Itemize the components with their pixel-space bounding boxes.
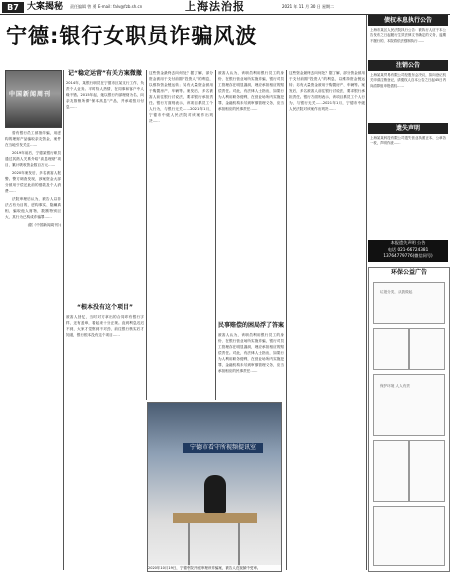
ad-sketch (373, 328, 409, 370)
ad-line: 本报遗失声明 公告 (390, 240, 426, 245)
editor-line: 责任编辑 曾 勇 E-mail: falv@fzb.sh.cn (70, 4, 143, 9)
paragraph: 法院审理后认为，被告人以非法占有为目的，虚构事实、隐瞒真相，骗取他人财物，数额特别巨大，其行为已构成诈骗罪…… (5, 197, 61, 219)
notice-band: 遗失声明 (368, 123, 448, 134)
page-number: B7 (2, 2, 24, 13)
ad-sketch (409, 328, 445, 370)
article-column-4-top: 被害人认为，该职员利用银行员工的身份、在银行营业场所实施诈骗，银行对员工管理存在明显漏洞，理应承担相应的赔偿责任。对此，有法律人士指出，如果行为人利用职务便利，在营业场所内实施犯罪，金融机构未尽到审慎管理义务，应当承担相应的民事责任…… (218, 71, 284, 111)
article-column-1 (5, 130, 61, 570)
ad-line: 电话 021-66724381 (387, 246, 429, 252)
ad-sketch (373, 506, 445, 566)
photo-caption: 2020年10月19日，宁德中院开庭审理该诈骗案，被告人在视频中受审。 (148, 565, 281, 571)
ad-title: 环保公益广告 (390, 269, 427, 276)
main-headline: 宁德:银行女职员诈骗风波 (6, 24, 258, 48)
magazine-cover-title: 中国新闻周刊 (9, 91, 52, 98)
subhead: “根本没有这个项目” (77, 304, 133, 311)
desk (173, 513, 257, 523)
page-header (0, 0, 450, 15)
ad-sketch (373, 440, 409, 502)
rail (188, 523, 190, 571)
ad-line: 13764779776(微信同号) (383, 253, 433, 258)
sketch-text: 垃圾分类，从我做起 (380, 290, 413, 294)
paragraph: 2019年前后，宁德某银行职员通过其熟人关系介绍“高息理财”项目，累计吸收资金数百万元…… (5, 151, 61, 167)
byline: (据《中国新闻周刊》) (27, 223, 61, 227)
column-divider (215, 70, 216, 400)
court-video-photo (147, 402, 282, 572)
defendant-figure (204, 475, 226, 513)
rail (238, 523, 240, 571)
ad-contact-box (368, 240, 448, 262)
notice-band: 债权本息执行公告 (368, 15, 448, 26)
article-column-3: 这些资金最终去向何处？据了解，部分资金被用于支付前期“投资人”的利息，以维持资金链运转；另有大量资金被用于购置房产、车辆等。案发后，多名被害人前往银行讨说法，要求银行承担责任。银行方面则表示，该项目系员工个人行为，与银行无关……2021年1月，宁德市中级人民法院对该案作出判决…… (149, 71, 213, 123)
subhead: 民事赔偿的困局浮了答案 (218, 322, 285, 329)
masthead: 上海法治报 (185, 0, 245, 13)
paragraph: 曾有银行员工被指诈骗，用虚构的理财产品骗取亲友资金，案件在当地引发关注…… (5, 131, 61, 147)
ad-sketch (373, 282, 445, 324)
magazine-cover-photo (5, 70, 62, 128)
section-title: 大案揭秘 (27, 2, 64, 12)
article-column-2-top: 2014年，某银行职员在宁德市区某支行工作，负责个人业务。平时待人热情，在同事和客户中人缘不错。2015年起，她以银行内部理财为名，向亲友推销所谓“保本高息”产品，并承诺按月付息…… (66, 81, 144, 109)
notice-band: 注销公告 (368, 60, 448, 71)
notice-text: 上海某某贸易有限公司经股东会决议，拟向登记机关申请注销登记，请债权人自本公告之日起45日内向清算组申报债权…… (370, 73, 446, 88)
article-column-5: 这些资金最终去向何处？据了解，部分资金被用于支付前期“投资人”的利息，以维持资金链运转；另有大量资金被用于购置房产、车辆等。案发后，多名被害人前往银行讨说法，要求银行承担责任。银行方面则表示，该项目系员工个人行为，与银行无关……2021年1月，宁德市中级人民法院对该案作出判决…… (289, 71, 365, 111)
issue-date: 2021 年 11 月 30 日 星期二 (282, 4, 334, 9)
ad-sketch (373, 374, 445, 436)
photo-banner: 宁德市看守所视频提讯室 (183, 443, 263, 453)
article-column-4-bottom: 被害人认为，该职员利用银行员工的身份、在银行营业场所实施诈骗，银行对员工管理存在明显漏洞，理应承担相应的赔偿责任。对此，有法律人士指出，如果行为人利用职务便利，在营业场所内实施犯罪，金融机构未尽到审慎管理义务，应当承担相应的民事责任…… (218, 333, 284, 373)
environmental-ad (368, 267, 450, 572)
column-divider (366, 15, 367, 570)
article-column-2-bottom: 被害人回忆，当时对方拿出的合同印有银行字样，还有盖章，看起来十分正规。直到利息迟迟不到，大家才觉察到不对劲，前往银行核实后才知道，银行根本没有这个项目…… (66, 315, 144, 337)
column-divider (146, 70, 147, 400)
column-divider (63, 70, 64, 570)
notice-text: 上海市某区人民法院执行公告：被执行人应于本公告发布之日起履行生效法律文书确定的义务，逾期不履行的，本院将依法强制执行…… (370, 28, 446, 43)
subhead: 记“稳定运营”有关方案微撤 (68, 70, 142, 77)
ad-sketch (409, 440, 445, 502)
sketch-text: 保护环境 人人有责 (380, 384, 410, 388)
column-divider (286, 70, 287, 570)
paragraph: 2020年案发后，多名被害人报警。警方调查发现，涉案资金大部分被用于偿还此前的借款及个人消费…… (5, 171, 61, 193)
notices-panel (368, 15, 448, 570)
notice-text: 上海某某科技有限公司遗失营业执照正本、公章各一枚，声明作废…… (370, 136, 446, 146)
